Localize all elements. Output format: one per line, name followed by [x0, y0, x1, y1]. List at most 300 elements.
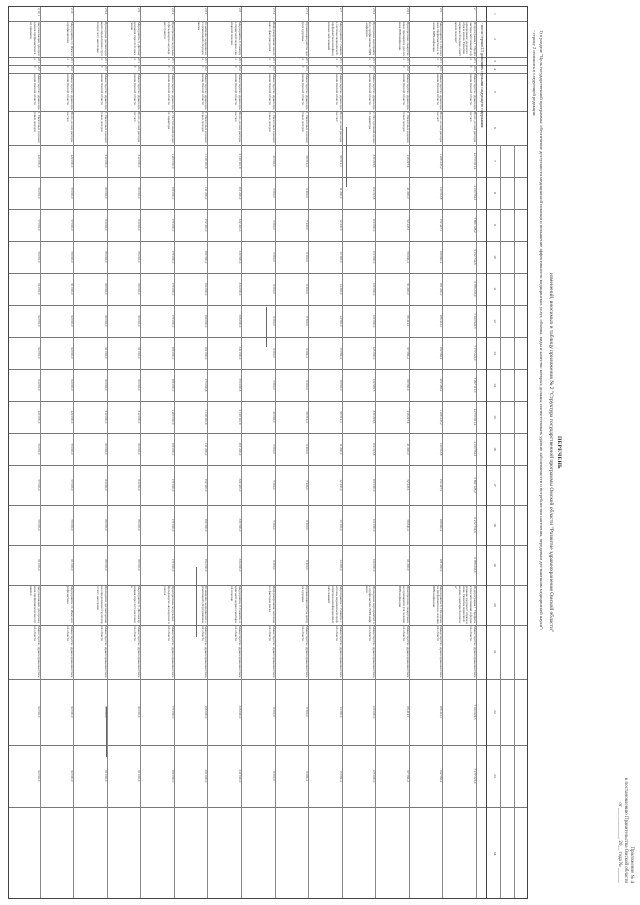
table-cell: Всего, из них расходы за счет:: [133, 112, 142, 143]
table-cell: Приобретение лекарственных препаратов для лечения ВИЧ-инфекции: [398, 22, 410, 56]
table-cell: 166 000,0: [204, 314, 209, 328]
table-cell: 13 100,0: [338, 519, 343, 531]
table-cell: 102 312,8: [372, 442, 377, 456]
table-cell: 44 553 611,4: [473, 408, 477, 426]
table-cell: 180 000,0: [170, 346, 175, 360]
table-cell: Приобретение модульных фельдшерско-акушерских пунктов: [163, 22, 175, 56]
table-cell: 420 000,0: [36, 410, 41, 424]
table-cell: 84 000,0: [137, 479, 142, 491]
table-cell: 612 000,0: [103, 154, 108, 168]
table-cell: Министерство здравоохранения Омской области: [267, 74, 276, 110]
table-cell: 186 414,1: [439, 314, 444, 328]
table-cell: 160 000,0: [170, 442, 175, 456]
table-cell: 120 000,0: [372, 705, 377, 719]
table-cell: 192 566,4: [439, 346, 444, 360]
table-cell: 2.6.1: [405, 8, 410, 15]
table-cell: Министерство здравоохранения Омской области: [32, 626, 41, 678]
table-cell: 330 500,0: [238, 518, 242, 532]
table-cell: 14 500,0: [338, 706, 343, 718]
table-cell: 100 000,0: [372, 478, 377, 492]
table-cell: 62 000,0: [36, 706, 41, 718]
table-cell: Министерство здравоохранения Омской области: [301, 626, 310, 678]
table-cell: 8 100,0: [305, 252, 310, 262]
table-cell: Министерство здравоохранения Омской области: [66, 74, 75, 110]
table-cell: 170 000,0: [170, 478, 175, 492]
table-cell: 90 000,0: [103, 315, 108, 327]
table-cell: 7 177 221,0: [473, 768, 477, 784]
table-cell: 86 000,0: [103, 251, 108, 263]
table-cell: 5 860 128,2: [473, 477, 477, 493]
table-cell: 180 000,0: [170, 378, 175, 392]
table-cell: 169 840,4: [439, 518, 444, 532]
table-cell: 91 000,0: [103, 347, 108, 359]
table-cell: 6 789 233,0: [473, 557, 477, 573]
header-cell: 7: [493, 160, 497, 162]
table-cell: 91 000,0: [103, 770, 108, 782]
table-cell: 61 200,0: [405, 559, 410, 571]
table-cell: Министерство здравоохранения Омской области: [133, 74, 142, 110]
table-cell: 2014: [133, 58, 142, 63]
table-cell: Проведение мероприятий по профилактике ВИЧ-инфекции: [364, 586, 377, 624]
header-cell: 12: [493, 319, 497, 323]
table-cell: Министерство здравоохранения Омской области: [234, 74, 242, 110]
table-cell: 1 200 000,0: [170, 409, 175, 425]
table-cell: Министерство здравоохранения Омской области: [334, 626, 343, 678]
table-cell: Всего, из них расходы за счет:: [435, 112, 444, 143]
header-cell: 6: [493, 127, 497, 129]
table-cell: 110 000,0: [372, 250, 377, 264]
note-line: 1) в разделе "Цель государственной программы: обеспечение доступности медицинской помощи и повышение эффективности медицинских услуг, объемы, виды и качество которых должны соответствовать уровню заболеваемости и потребностям населения, передовым достижениям медицинской науки":: [539, 30, 544, 631]
table-cell: 15 082,4: [338, 770, 343, 782]
pen-mark: [106, 707, 107, 757]
table-cell: 12 430,0: [338, 479, 343, 491]
table-cell: Мероприятие 10. Иммунопрофилактика: [66, 22, 75, 56]
table-cell: 143 512,8: [439, 186, 444, 200]
table-cell: 5 860 128,2: [473, 217, 477, 233]
pen-mark: [266, 307, 267, 347]
section-label: - после строки 2.5 дополнить строками следующего содержания:: [480, 23, 484, 129]
table-cell: 161 000,0: [204, 346, 209, 360]
table-cell: 336 000,0: [238, 314, 242, 328]
table-cell: 2.6.2: [372, 8, 377, 15]
table-cell: 353 000,8: [238, 378, 242, 392]
table-cell: 2.9: [137, 8, 142, 12]
table-cell: Проведение мероприятий по профилактике ВИЧ-инфекции: [364, 22, 377, 56]
table-cell: Министерство здравоохранения Омской области: [435, 626, 444, 678]
table-cell: 52 447,1: [405, 479, 410, 491]
table-cell: 152 410,0: [204, 478, 209, 492]
header-cell: 3: [493, 60, 497, 62]
table-cell: 62 000,0: [36, 770, 41, 782]
table-cell: 2014: [66, 58, 75, 63]
table-cell: 90 000,0: [103, 706, 108, 718]
table-cell: Министерство здравоохранения Омской области: [469, 74, 477, 110]
table-cell: Закупка вакцин для проведения профилактических прививок: [28, 22, 41, 56]
table-cell: Подпрограмма 1 "Профилактика заболеваний и формирование здорового образа жизни. Развитие первичной медико-санитарной помощи": [454, 586, 477, 624]
table-cell: 181 200,0: [439, 558, 444, 572]
table-cell: Мероприятие 8. Развитие первичной медико-санитарной помощи: [230, 22, 242, 56]
table-cell: 86 000,0: [137, 519, 142, 531]
table-cell: 160 500,0: [204, 518, 209, 532]
table-cell: 1 228 447,2: [439, 153, 444, 169]
table-cell: 61 000,0: [70, 283, 75, 295]
table-cell: 322 410,0: [238, 478, 242, 492]
table-cell: Приобретение лекарственных препаратов для лечения ВИЧ-инфекции: [398, 586, 410, 623]
table-cell: 86 000,0: [103, 519, 108, 531]
table-cell: Мероприятие 9. Диспансеризация взрослого населения: [129, 586, 142, 623]
table-cell: 141 200,0: [204, 442, 209, 456]
table-cell: 7 033 622,5: [473, 313, 477, 329]
table-cell: Проведение диспансеризации определенных групп взрослого населения: [96, 22, 108, 57]
table-cell: 341 000,0: [238, 346, 242, 360]
table-cell: 88 000,0: [103, 283, 108, 295]
table-cell: 170 000,0: [170, 518, 175, 532]
table-cell: 7 177 221,0: [473, 345, 477, 361]
table-cell: 161 000,0: [204, 769, 209, 783]
table-cell: 88 000,0: [103, 559, 108, 571]
table-cell: 2. Поступлений целевого характера: [167, 112, 175, 144]
table-cell: 14 200,0: [338, 283, 343, 295]
table-cell: 61 000,0: [36, 559, 41, 571]
table-cell: 62 000,0: [70, 347, 75, 359]
table-cell: 7 033 622,5: [473, 704, 477, 720]
table-cell: 67 566,4: [405, 770, 410, 782]
table-cell: 6 000,0: [271, 560, 276, 570]
table-cell: 2020: [167, 66, 175, 71]
table-cell: 5 000,0: [271, 220, 276, 230]
table-cell: 64 000,0: [70, 379, 75, 391]
table-cell: 1 118 110,8: [204, 409, 209, 425]
header-cell: 16: [493, 447, 497, 451]
table-cell: 2020: [99, 66, 108, 71]
table-cell: 91 000,0: [137, 770, 142, 782]
table-cell: Всего, из них расходы за счет:: [469, 112, 477, 143]
table-cell: 125 000,0: [372, 346, 377, 360]
table-cell: Министерство здравоохранения Омской области: [167, 74, 175, 110]
table-cell: 1 228 447,2: [439, 409, 444, 425]
header-cell: 22: [493, 710, 497, 714]
table-cell: 57 000,0: [36, 479, 41, 491]
table-cell: 62 000,0: [70, 315, 75, 327]
header-cell: 2: [493, 38, 497, 40]
table-cell: Подпрограмма 1 "Профилактика заболеваний и формирование здорового образа жизни. Развитие первичной медико-санитарной помощи": [454, 22, 477, 56]
table-cell: Министерство здравоохранения Омской области: [32, 74, 41, 110]
table-cell: 6 212 734,6: [473, 517, 477, 533]
table-cell: 334 000,0: [238, 282, 242, 296]
table-cell: Министерство здравоохранения Омской области: [66, 626, 75, 678]
table-cell: 66 414,1: [405, 706, 410, 718]
header-cell: 19: [493, 563, 497, 567]
table-cell: 6 200,0: [305, 444, 310, 454]
table-cell: 59 000,0: [36, 251, 41, 263]
table-cell: 41 200,0: [405, 443, 410, 455]
table-cell: 612 000,0: [137, 154, 142, 168]
table-cell: 322 410,0: [238, 218, 242, 232]
table-cell: 96 512,4: [338, 155, 343, 167]
table-cell: Мероприятие 7. Развитие системы медицинской профилактики неинфекционных заболеваний: [327, 586, 343, 624]
table-cell: 420 000,0: [36, 154, 41, 168]
table-cell: 2014: [435, 58, 444, 63]
table-cell: 6 000,0: [271, 348, 276, 358]
table-cell: 110 000,0: [372, 518, 377, 532]
table-cell: 93 000,0: [103, 379, 108, 391]
table-cell: 170 000,0: [170, 705, 175, 719]
table-cell: 11 200,0: [338, 187, 343, 199]
table-cell: 132 906,5: [372, 378, 377, 392]
table-cell: 2.10: [70, 8, 75, 14]
table-cell: 55 000,0: [36, 187, 41, 199]
table-cell: 55 000,0: [36, 443, 41, 455]
table-cell: 2020: [133, 66, 142, 71]
table-cell: 57 000,0: [36, 219, 41, 231]
appendix-block: [616, 633, 634, 883]
table-cell: 6 000,0: [271, 707, 276, 717]
table-cell: 2020: [234, 66, 242, 71]
table-cell: 2014: [402, 58, 410, 63]
table-cell: Мероприятие 7. Развитие системы медицинской профилактики неинфекционных заболеваний: [327, 22, 343, 56]
table-cell: 612 000,0: [137, 410, 142, 424]
table-cell: 88 000,0: [137, 559, 142, 571]
table-cell: 2020: [402, 66, 410, 71]
table-cell: 2.7.1: [305, 8, 310, 15]
table-cell: Министерство здравоохранения Омской области: [334, 74, 343, 110]
table-cell: Организация работы центров здоровья: [301, 22, 310, 56]
table-cell: 2.9.1: [103, 8, 108, 15]
table-cell: 59 000,0: [70, 519, 75, 531]
table-cell: 170 000,0: [170, 558, 175, 572]
table-cell: 170 000,0: [170, 218, 175, 232]
table-cell: 7 430,0: [305, 480, 310, 490]
header-cell: 15: [493, 415, 497, 419]
table-cell: 420 000,0: [70, 410, 75, 424]
table-cell: 80 000,0: [103, 443, 108, 455]
table-cell: Мероприятие 6. Обеспечение профилактики и лечения ВИЧ-инфекции: [431, 22, 444, 56]
header-cell: 17: [493, 483, 497, 487]
table-cell: Министерство здравоохранения Омской области: [133, 626, 142, 678]
table-cell: 84 000,0: [103, 219, 108, 231]
table-cell: 61 000,0: [70, 559, 75, 571]
header-cell: 20: [493, 603, 497, 607]
table-cell: 2020: [469, 66, 477, 71]
table-cell: 2.10.1: [36, 8, 41, 16]
table-cell: 1. Налоговых и неналоговых доходов: [200, 112, 209, 143]
table-cell: Всего, из них расходы за счет:: [66, 112, 75, 143]
table-cell: 59 840,4: [405, 519, 410, 531]
table-cell: 7 430,0: [305, 220, 310, 230]
header-cell: 13: [493, 351, 497, 355]
header-subrule: [514, 145, 515, 898]
table-cell: 420 000,0: [70, 154, 75, 168]
table-cell: 9 082,4: [305, 771, 310, 781]
table-cell: 84 000,0: [137, 219, 142, 231]
table-cell: Всего, из них расходы за счет:: [234, 112, 242, 143]
table-cell: Министерство здравоохранения Омской области: [402, 626, 410, 678]
table-cell: 6 000,0: [271, 316, 276, 326]
table-cell: Мероприятие 8. Развитие первичной медико-санитарной помощи: [230, 586, 242, 624]
table-cell: 100 000,0: [372, 218, 377, 232]
table-cell: 14 500,0: [338, 315, 343, 327]
table-cell: 84 000,0: [103, 479, 108, 491]
table-cell: 64 000,0: [36, 379, 41, 391]
table-cell: 164 000,0: [204, 282, 209, 296]
column-rule: [9, 807, 527, 808]
table-cell: 186 414,1: [439, 705, 444, 719]
table-cell: 62 000,0: [36, 347, 41, 359]
table-cell: 66 414,1: [405, 315, 410, 327]
table-cell: 8 500,0: [305, 316, 310, 326]
pen-mark: [346, 127, 347, 187]
table-cell: 91 000,0: [137, 347, 142, 359]
table-cell: 6 212 734,6: [473, 249, 477, 265]
table-cell: 170 000,0: [170, 314, 175, 328]
table-cell: 2 318 110,8: [238, 153, 242, 169]
table-cell: 69 560,0: [405, 379, 410, 391]
table-cell: 2014: [167, 58, 175, 63]
table-cell: 1. Налоговых и неналоговых доходов: [301, 112, 310, 143]
table-cell: 202 466,4: [439, 378, 444, 392]
table-cell: 2.8.2: [170, 8, 175, 15]
table-cell: Министерство здравоохранения Омской области: [368, 74, 377, 110]
table-cell: Министерство здравоохранения Омской области: [200, 74, 209, 110]
table-cell: 62 000,0: [70, 770, 75, 782]
table-cell: 8 500,0: [305, 707, 310, 717]
table-cell: 8 200,0: [305, 560, 310, 570]
table-cell: 341 000,0: [238, 769, 242, 783]
table-cell: Мероприятие 6. Обеспечение профилактики и лечения ВИЧ-инфекции: [431, 586, 444, 624]
table-cell: Министерство здравоохранения Омской области: [435, 74, 444, 110]
table-cell: 160 000,0: [170, 186, 175, 200]
table-cell: 86 000,0: [137, 251, 142, 263]
table-cell: 164 000,0: [204, 558, 209, 572]
table-cell: 40 000,0: [271, 155, 276, 167]
pen-mark: [196, 567, 197, 637]
table-cell: Информирование населения о факторах риска: [267, 22, 276, 56]
table-cell: 173 000,8: [204, 378, 209, 392]
table-cell: 61 200,0: [405, 283, 410, 295]
table-cell: 612 000,0: [103, 410, 108, 424]
table-cell: Мероприятие 9. Диспансеризация взрослого населения: [129, 22, 142, 56]
header-cell: 18: [493, 523, 497, 527]
table-cell: 9 082,4: [305, 348, 310, 358]
table-cell: 2020: [200, 66, 209, 71]
document-header: [568, 0, 640, 905]
table-cell: 61 000,0: [36, 283, 41, 295]
table-cell: 2020: [301, 66, 310, 71]
table-cell: 7 000,0: [271, 380, 276, 390]
table-cell: 80 000,0: [103, 187, 108, 199]
table-cell: 1. Налоговых и неналоговых доходов: [402, 112, 410, 143]
table-cell: 2014: [469, 58, 477, 63]
header-cell: 8: [493, 192, 497, 194]
table-cell: Министерство здравоохранения Омской области: [99, 626, 108, 678]
table-cell: 2014: [234, 58, 242, 63]
header-cell: 9: [493, 224, 497, 226]
table-cell: Министерство здравоохранения Омской области: [301, 74, 310, 110]
appendix-line: от ___ _________ 20__ года № ______: [617, 802, 622, 883]
table-cell: 90 000,0: [137, 315, 142, 327]
table-cell: 2.7.2: [271, 8, 276, 15]
table-cell: 4 213 561,1: [473, 441, 477, 457]
table-cell: 810 219,3: [372, 410, 377, 424]
table-cell: Оснащение медицинских организаций оборудованием: [200, 586, 209, 624]
table-cell: 160 500,0: [204, 250, 209, 264]
table-cell: 120 000,0: [372, 282, 377, 296]
table-cell: 5 000,0: [271, 480, 276, 490]
table-cell: 120 000,0: [372, 314, 377, 328]
table-cell: 301 200,0: [238, 442, 242, 456]
table-cell: 141 200,0: [204, 186, 209, 200]
table-cell: 80 000,0: [137, 187, 142, 199]
program-table: [8, 6, 528, 899]
table-cell: 102 312,8: [372, 186, 377, 200]
document-title: ПЕРЕЧЕНЬ: [556, 436, 562, 469]
table-cell: 169 840,4: [439, 250, 444, 264]
table-cell: 55 000,0: [70, 187, 75, 199]
table-cell: 152 410,0: [204, 218, 209, 232]
table-cell: 2014: [200, 58, 209, 63]
table-cell: 166 000,0: [204, 705, 209, 719]
header-cell: 10: [493, 255, 497, 259]
table-cell: 5 000,0: [271, 520, 276, 530]
table-cell: 93 000,0: [137, 379, 142, 391]
header-cell: 14: [493, 383, 497, 387]
header-cell: 1: [493, 13, 497, 15]
header-cell: 11: [493, 287, 497, 291]
table-cell: 41 200,0: [405, 187, 410, 199]
table-cell: 125 000,0: [372, 769, 377, 783]
table-cell: 170 000,0: [170, 282, 175, 296]
table-cell: 2014: [267, 58, 276, 63]
table-cell: 181 200,0: [439, 282, 444, 296]
table-cell: 301 200,0: [238, 186, 242, 200]
table-cell: 15 082,4: [338, 347, 343, 359]
appendix-line: Приложение № 4: [629, 846, 634, 883]
document-subtitle: изменений, вносимых в таблицу приложения № 2 "Структура государственной программы Омской области "Развитие здравоохранения Омской области": [548, 272, 554, 633]
header-cell: 24: [493, 851, 497, 856]
appendix-line: к постановлению Правительства Омской области: [623, 777, 628, 883]
table-cell: 2020: [334, 66, 343, 71]
table-cell: 8 100,0: [305, 520, 310, 530]
table-cell: Министерство здравоохранения Омской области: [402, 74, 410, 110]
table-cell: 55 000,0: [70, 443, 75, 455]
table-cell: 62 000,0: [36, 315, 41, 327]
table-cell: 5 000,0: [271, 252, 276, 262]
table-cell: 57 000,0: [70, 219, 75, 231]
table-cell: 2.8.1: [204, 8, 209, 15]
table-cell: Министерство здравоохранения Омской области: [368, 626, 377, 678]
table-cell: 120 000,0: [372, 558, 377, 572]
table-cell: 59 000,0: [36, 519, 41, 531]
table-cell: 16 000,0: [338, 379, 343, 391]
table-cell: 40 000,0: [271, 411, 276, 423]
table-cell: 170 000,0: [170, 250, 175, 264]
note-line: - строку 2 изложить в следующей редакции:: [532, 30, 537, 117]
table-cell: 5 000,0: [271, 444, 276, 454]
table-cell: 96 512,4: [338, 411, 343, 423]
table-cell: 52 447,1: [405, 219, 410, 231]
table-cell: 2014: [301, 58, 310, 63]
table-cell: 5 000,0: [271, 188, 276, 198]
table-cell: 4 213 561,1: [473, 185, 477, 201]
table-cell: 12 430,0: [338, 219, 343, 231]
table-cell: 6 000,0: [271, 284, 276, 294]
table-cell: 1. Налоговых и неналоговых доходов: [267, 112, 276, 143]
table-cell: 143 512,8: [439, 442, 444, 456]
table-cell: Информирование населения о факторах риска: [267, 586, 276, 624]
table-cell: Министерство здравоохранения Омской области: [469, 626, 477, 678]
table-cell: 11 200,0: [338, 443, 343, 455]
table-cell: 2020: [32, 66, 41, 71]
